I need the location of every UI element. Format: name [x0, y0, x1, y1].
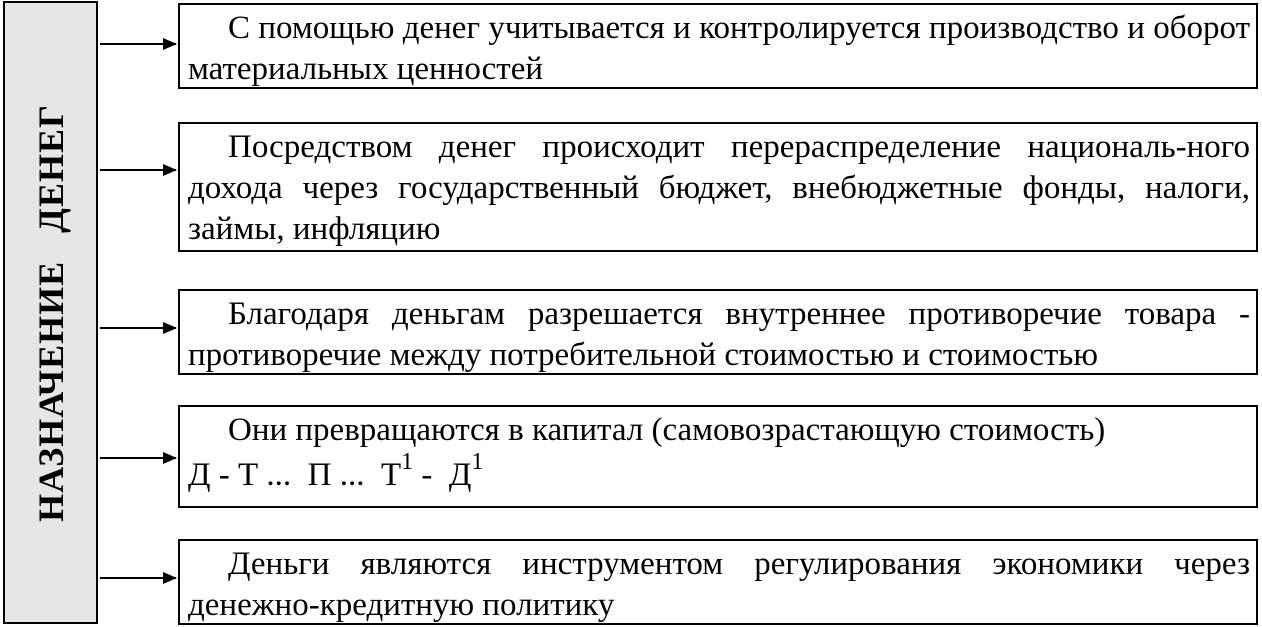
formula-part-2: - Д: [413, 457, 472, 493]
purpose-box-4: [178, 405, 1258, 508]
capital-formula: [188, 451, 1250, 499]
purpose-text-1: С помощью денег учитывается и контролируется производство и оборот материальных ценностей: [188, 10, 1250, 87]
purpose-text-4: Они превращаются в капитал (самовозрастающую стоимость): [228, 412, 1106, 448]
formula-superscript-2: 1: [471, 449, 484, 475]
purpose-box-1: [178, 3, 1258, 89]
purpose-text-2: Посредством денег происходит перераспределение националь-ного дохода через государственный бюджет, внебюджетные фонды, налоги, займы, инфляцию: [188, 129, 1250, 247]
purpose-text-3: Благодаря деньгам разрешается внутреннее противоречие товара - противоречие между потребительной стоимостью и стоимостью: [188, 296, 1250, 373]
formula-superscript-1: 1: [401, 449, 414, 475]
formula-part-1: Д - Т ... П ... Т: [188, 457, 402, 493]
purpose-box-2: [178, 122, 1258, 252]
purpose-text-5: Деньги являются инструментом регулирования экономики через денежно-кредитную политику: [188, 546, 1250, 623]
side-label-text: НАЗНАЧЕНИЕ ДЕНЕГ: [30, 103, 71, 522]
purpose-box-5: [178, 539, 1258, 625]
purpose-box-3: [178, 289, 1258, 375]
